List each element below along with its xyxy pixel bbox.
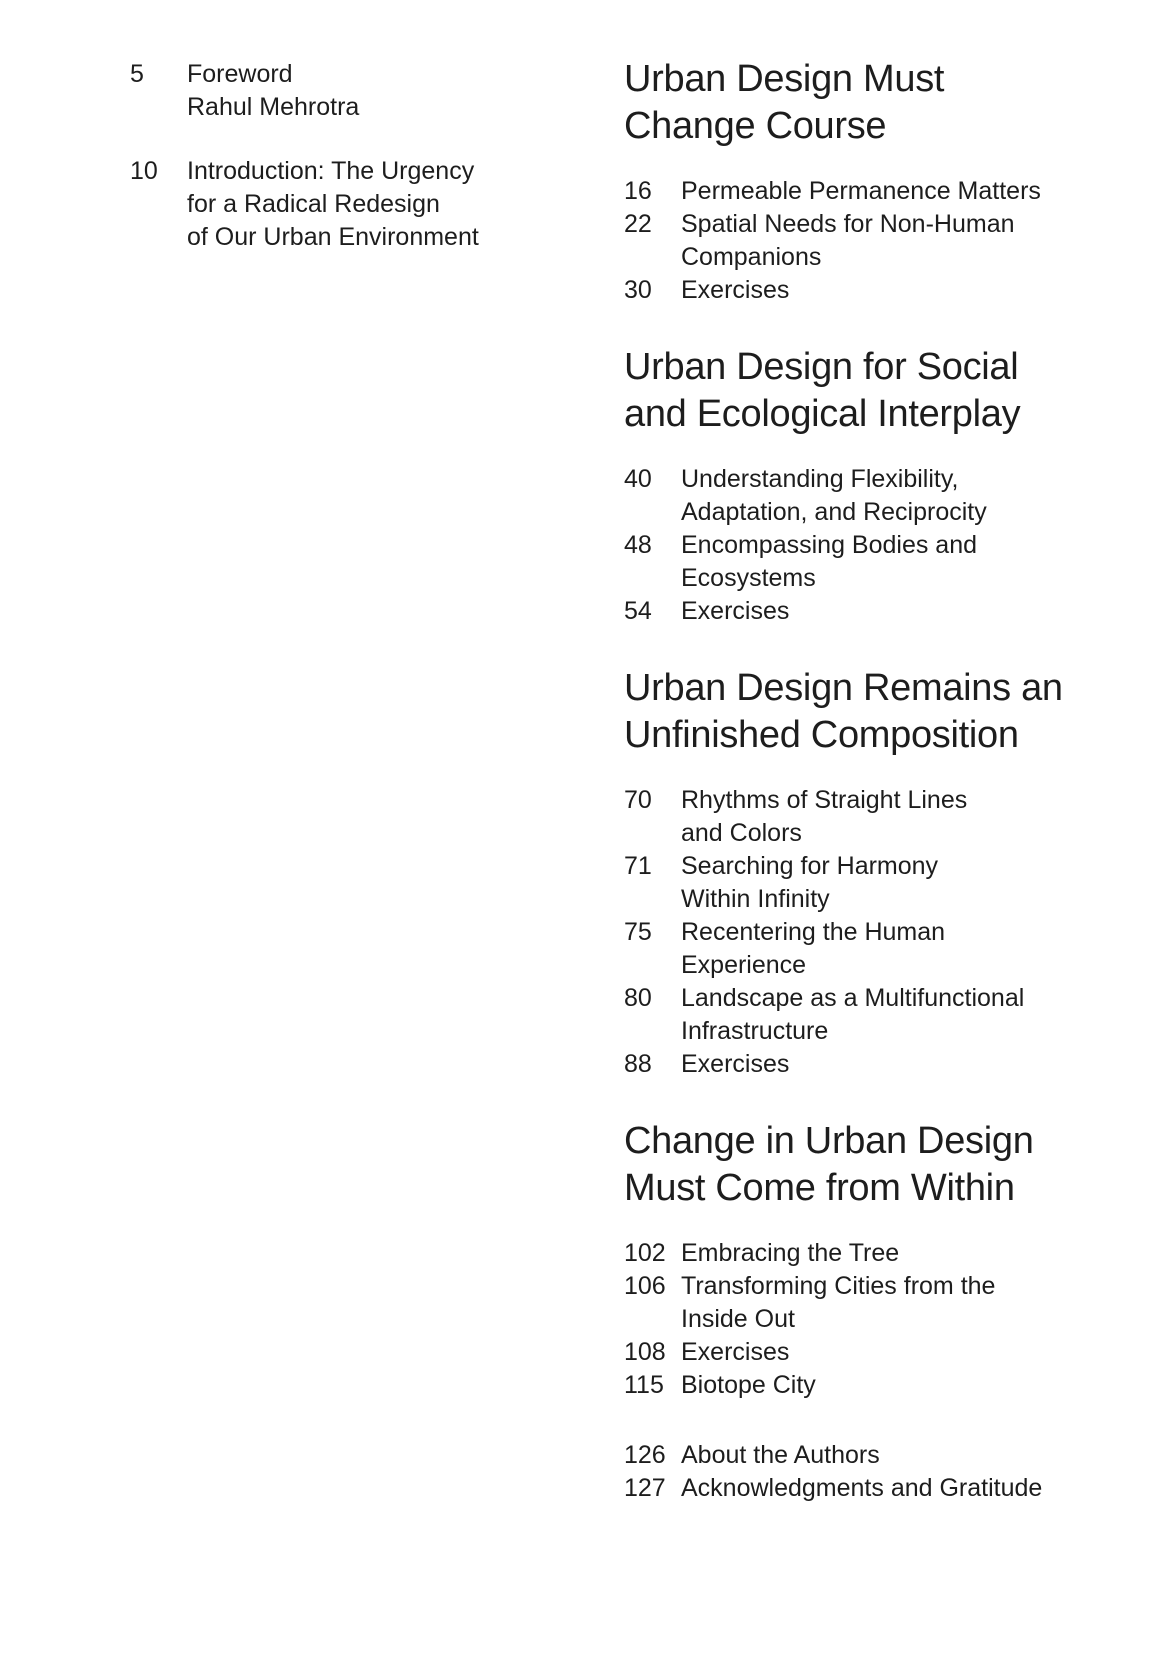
entry-title: Landscape as a Multifunctional Infrastructure [681, 984, 1025, 1045]
page-number: 40 [624, 465, 652, 493]
toc-entry-introduction[interactable] [130, 155, 550, 254]
page-number: 54 [624, 597, 652, 625]
entry-title: Encompassing Bodies and Ecosystems [681, 531, 978, 592]
chapters-list [624, 56, 1144, 1505]
entry-title: Permeable Permanence Matters [681, 177, 1041, 205]
page-number: 102 [624, 1239, 666, 1267]
toc-entry[interactable] [624, 916, 1144, 982]
entry-title: Exercises [681, 1338, 790, 1366]
page-number: 80 [624, 984, 652, 1012]
entry-title: Transforming Cities from the Inside Out [681, 1272, 996, 1333]
page-number: 127 [624, 1474, 666, 1502]
toc-entry[interactable] [624, 982, 1144, 1048]
chapter-title: Urban Design Remains an Unfinished Composition [624, 667, 1063, 756]
toc-entry[interactable] [624, 1270, 1144, 1336]
toc-entry[interactable] [624, 274, 1144, 307]
toc-entry[interactable] [624, 1237, 1144, 1270]
page-number: 48 [624, 531, 652, 559]
page-number: 30 [624, 276, 652, 304]
toc-entry[interactable] [624, 1336, 1144, 1369]
chapter-title: Change in Urban Design Must Come from Within [624, 1120, 1034, 1209]
chapter-section [624, 56, 1144, 307]
entry-title: Biotope City [681, 1371, 816, 1399]
entry-title: Spatial Needs for Non-Human Companions [681, 210, 1015, 271]
entry-title: Embracing the Tree [681, 1239, 900, 1267]
toc-entry[interactable] [624, 1048, 1144, 1081]
toc-entry[interactable] [624, 1369, 1144, 1402]
entry-title: Understanding Flexibility, Adaptation, and Reciprocity [681, 465, 987, 526]
entry-title: Acknowledgments and Gratitude [681, 1474, 1043, 1502]
page-number: 88 [624, 1050, 652, 1078]
page-number: 5 [130, 60, 144, 88]
toc-entry[interactable] [624, 175, 1144, 208]
chapter-section [624, 344, 1144, 628]
page-number: 16 [624, 177, 652, 205]
entry-title: Rhythms of Straight Lines and Colors [681, 786, 968, 847]
entry-title: About the Authors [681, 1441, 880, 1469]
front-matter-list [130, 58, 550, 285]
entry-title: Recentering the Human Experience [681, 918, 946, 979]
toc-entry[interactable] [624, 595, 1144, 628]
toc-entry[interactable] [624, 463, 1144, 529]
toc-entry[interactable] [624, 208, 1144, 274]
chapter-section [624, 665, 1144, 1081]
entry-title: Exercises [681, 1050, 790, 1078]
toc-entry-foreword[interactable] [130, 58, 550, 124]
toc-entry[interactable] [624, 784, 1144, 850]
page-number: 115 [624, 1371, 664, 1399]
entry-title: Introduction: The Urgency for a Radical Redesign of Our Urban Environment [187, 157, 479, 251]
page-number: 10 [130, 157, 158, 185]
toc-entry-acknowledgments[interactable] [624, 1472, 1144, 1505]
entry-title: Exercises [681, 597, 790, 625]
page-number: 22 [624, 210, 652, 238]
chapter-section [624, 1118, 1144, 1402]
page-number: 70 [624, 786, 652, 814]
back-matter-list [624, 1439, 1144, 1505]
toc-entry[interactable] [624, 850, 1144, 916]
page-number: 75 [624, 918, 652, 946]
page-number: 71 [624, 852, 652, 880]
page-number: 108 [624, 1338, 666, 1366]
toc-entry-about-authors[interactable] [624, 1439, 1144, 1472]
chapter-title: Urban Design for Social and Ecological Interplay [624, 346, 1021, 435]
page-number: 106 [624, 1272, 666, 1300]
toc-entry[interactable] [624, 529, 1144, 595]
entry-title: Foreword Rahul Mehrotra [187, 60, 360, 121]
entry-title: Searching for Harmony Within Infinity [681, 852, 939, 913]
chapter-title: Urban Design Must Change Course [624, 58, 945, 147]
page-number: 126 [624, 1441, 666, 1469]
entry-title: Exercises [681, 276, 790, 304]
